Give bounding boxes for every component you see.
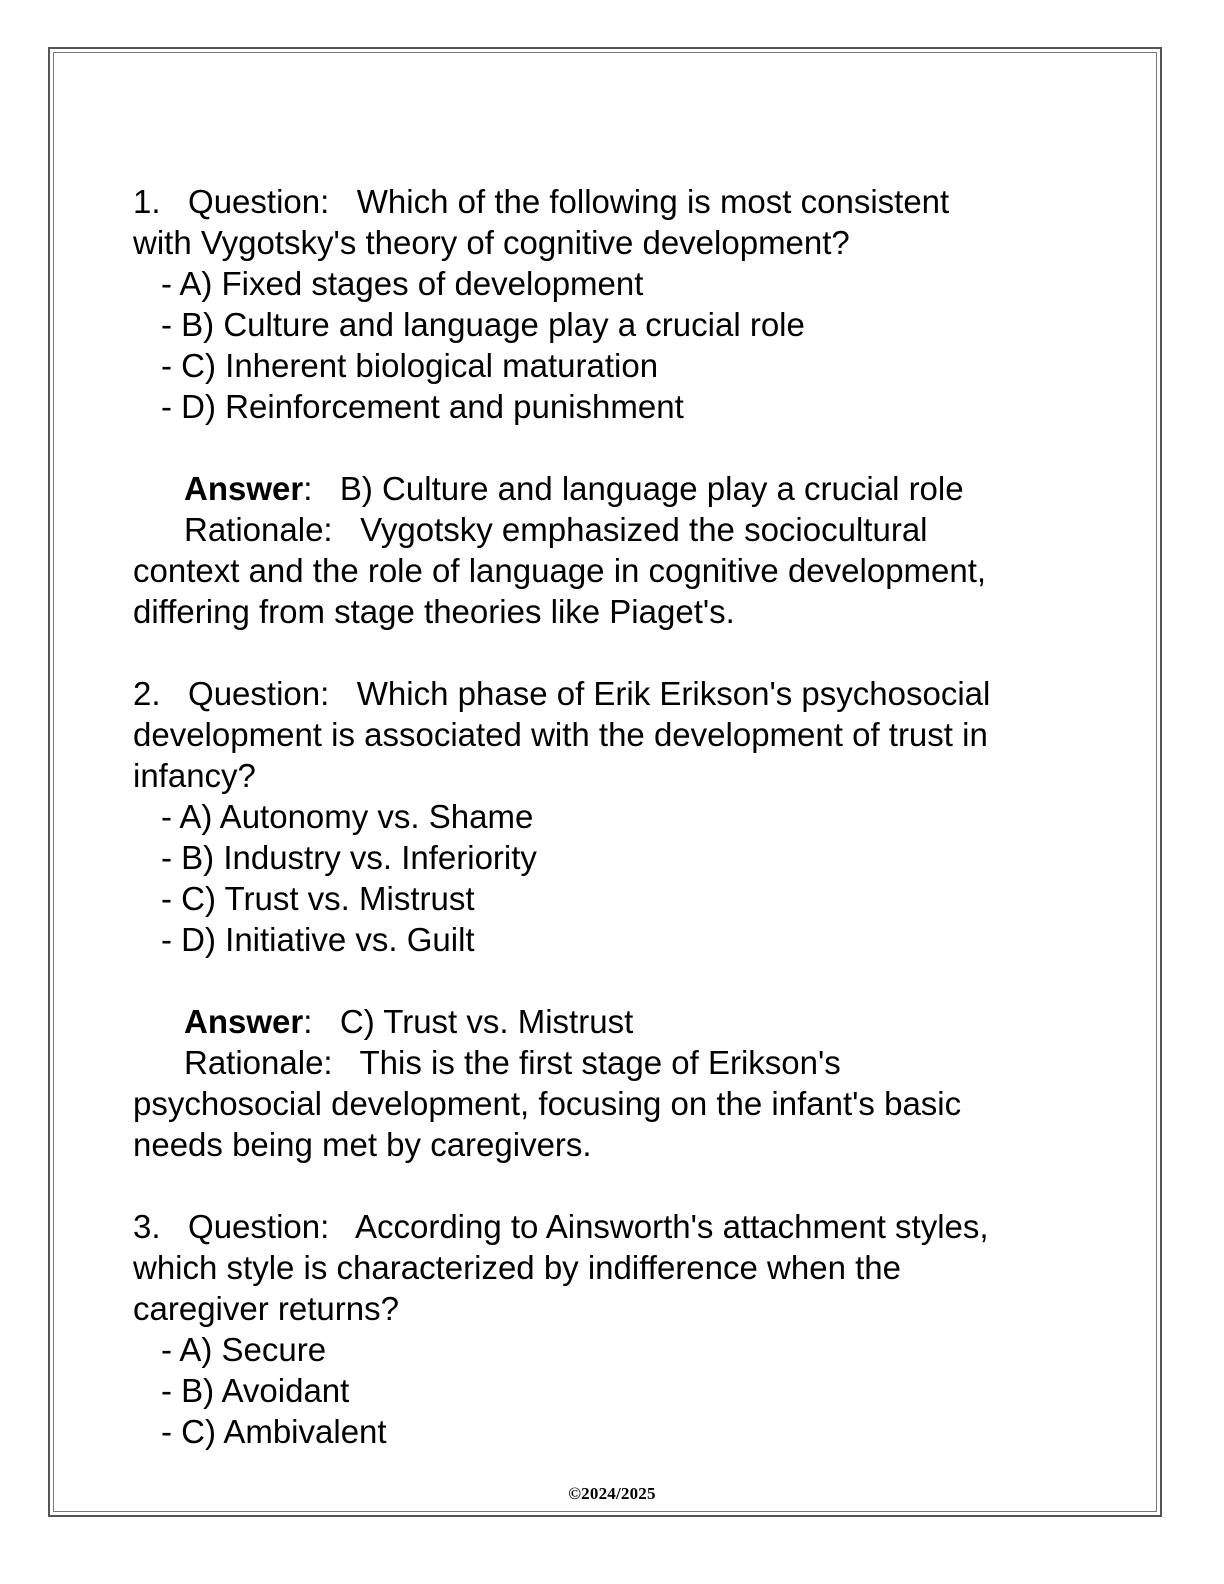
question-1-option-c: - C) Inherent biological maturation [161, 347, 659, 384]
question-1-line-2: with Vygotsky's theory of cognitive development? [133, 224, 850, 261]
question-1-option-a: - A) Fixed stages of development [161, 265, 644, 302]
question-2-option-a: - A) Autonomy vs. Shame [161, 798, 534, 835]
question-block-1 [133, 181, 1093, 632]
answer-text: : C) Trust vs. Mistrust [303, 1003, 634, 1040]
question-2-rationale-line-2: psychosocial development, focusing on the infant's basic [133, 1085, 962, 1122]
question-2-option-c: - C) Trust vs. Mistrust [161, 880, 475, 917]
document-body [133, 181, 1093, 1452]
question-1-rationale-line-2: context and the role of language in cognitive development, [133, 552, 987, 589]
question-3-option-a: - A) Secure [161, 1331, 327, 1368]
question-1-line-1: 1. Question: Which of the following is most consistent [133, 183, 950, 220]
question-1-rationale-line-1: Rationale: Vygotsky emphasized the sociocultural [184, 511, 928, 548]
question-3-line-1: 3. Question: According to Ainsworth's attachment styles, [133, 1208, 989, 1245]
question-block-2 [133, 673, 1093, 1165]
question-2-rationale-line-3: needs being met by caregivers. [133, 1126, 592, 1163]
question-3-line-2: which style is characterized by indifference when the [133, 1249, 901, 1286]
question-1-option-d: - D) Reinforcement and punishment [161, 388, 684, 425]
question-2-option-b: - B) Industry vs. Inferiority [161, 839, 537, 876]
question-1-rationale-line-3: differing from stage theories like Piaget's. [133, 593, 735, 630]
question-1-option-b: - B) Culture and language play a crucial role [161, 306, 805, 343]
question-3-option-c: - C) Ambivalent [161, 1413, 387, 1450]
question-2-rationale-line-1: Rationale: This is the first stage of Erikson's [184, 1044, 841, 1081]
copyright-footer: ©2024/2025 [568, 1484, 656, 1503]
spacer [133, 632, 1093, 673]
question-block-3 [133, 1206, 1093, 1452]
question-2-answer [133, 1001, 1093, 1042]
question-3-option-b: - B) Avoidant [161, 1372, 350, 1409]
question-3-line-3: caregiver returns? [133, 1290, 399, 1327]
question-1-answer [133, 468, 1093, 509]
answer-label: Answer [184, 470, 304, 507]
spacer [133, 427, 1093, 468]
spacer [133, 960, 1093, 1001]
question-2-option-d: - D) Initiative vs. Guilt [161, 921, 475, 958]
answer-text: : B) Culture and language play a crucial role [303, 470, 964, 507]
question-2-line-1: 2. Question: Which phase of Erik Erikson's psychosocial [133, 675, 991, 712]
answer-label: Answer [184, 1003, 304, 1040]
spacer [133, 1165, 1093, 1206]
question-2-line-3: infancy? [133, 757, 256, 794]
question-2-line-2: development is associated with the development of trust in [133, 716, 988, 753]
